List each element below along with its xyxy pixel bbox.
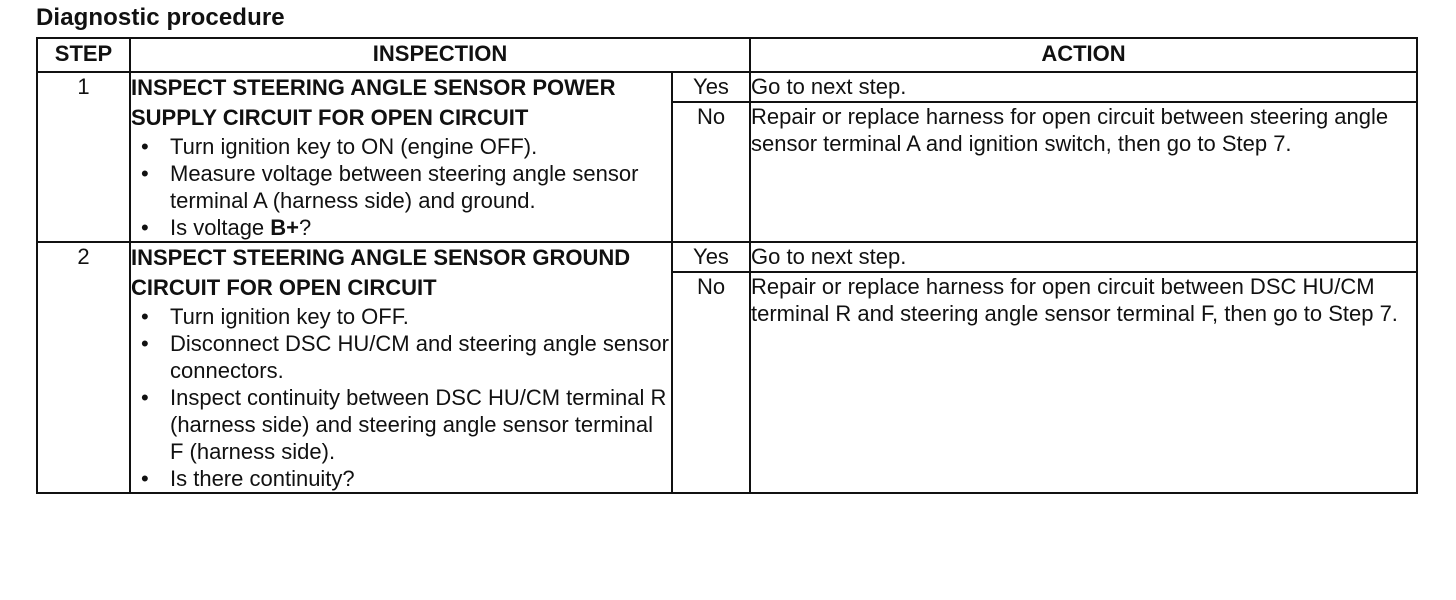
bullet-icon: • [141, 331, 149, 356]
step-number: 1 [37, 72, 130, 242]
table-row [37, 242, 1417, 272]
yes-action: Go to next step. [750, 72, 1417, 102]
inspection-bullet-list [131, 133, 671, 241]
table-header-row [37, 38, 1417, 72]
list-item [131, 465, 671, 492]
page-title: Diagnostic procedure [36, 4, 285, 31]
yes-action: Go to next step. [750, 242, 1417, 272]
bullet-text: Turn ignition key to OFF. [170, 304, 409, 329]
bullet-text: Measure voltage between steering angle sensor terminal A (harness side) and ground. [170, 161, 639, 213]
list-item [131, 384, 671, 465]
bullet-text: Turn ignition key to ON (engine OFF). [170, 134, 538, 159]
no-label: No [672, 102, 750, 242]
bullet-icon: • [141, 215, 149, 240]
list-item [131, 160, 671, 214]
header-step: STEP [37, 38, 130, 72]
bullet-icon: • [141, 161, 149, 186]
bullet-icon: • [141, 466, 149, 491]
list-item [131, 303, 671, 330]
no-action: Repair or replace harness for open circuit between steering angle sensor terminal A and ignition switch, then go to Step 7. [750, 102, 1417, 242]
yes-label: Yes [672, 242, 750, 272]
header-inspection: INSPECTION [130, 38, 750, 72]
bullet-text: Disconnect DSC HU/CM and steering angle sensor connectors. [170, 331, 669, 383]
inspection-title: INSPECT STEERING ANGLE SENSOR GROUND CIRCUIT FOR OPEN CIRCUIT [131, 245, 631, 300]
bullet-icon: • [141, 304, 149, 329]
bullet-text: Inspect continuity between DSC HU/CM terminal R (harness side) and steering angle sensor terminal F (harness side). [170, 385, 667, 464]
yes-label: Yes [672, 72, 750, 102]
inspection-title: INSPECT STEERING ANGLE SENSOR POWER SUPPLY CIRCUIT FOR OPEN CIRCUIT [131, 75, 616, 130]
inspection-cell [130, 72, 672, 242]
bullet-icon: • [141, 385, 149, 410]
no-action: Repair or replace harness for open circuit between DSC HU/CM terminal R and steering angle sensor terminal F, then go to Step 7. [750, 272, 1417, 493]
bullet-text: Is there continuity? [170, 466, 355, 491]
diagnostic-table [36, 37, 1418, 494]
step-number: 2 [37, 242, 130, 493]
no-label: No [672, 272, 750, 493]
b-plus-emphasis: B+ [270, 215, 300, 240]
list-item [131, 214, 671, 241]
table-row [37, 72, 1417, 102]
inspection-cell [130, 242, 672, 493]
bullet-text-b-plus: Is voltage B+? [170, 215, 312, 240]
header-action: ACTION [750, 38, 1417, 72]
list-item [131, 133, 671, 160]
inspection-bullet-list [131, 303, 671, 492]
list-item [131, 330, 671, 384]
bullet-icon: • [141, 134, 149, 159]
